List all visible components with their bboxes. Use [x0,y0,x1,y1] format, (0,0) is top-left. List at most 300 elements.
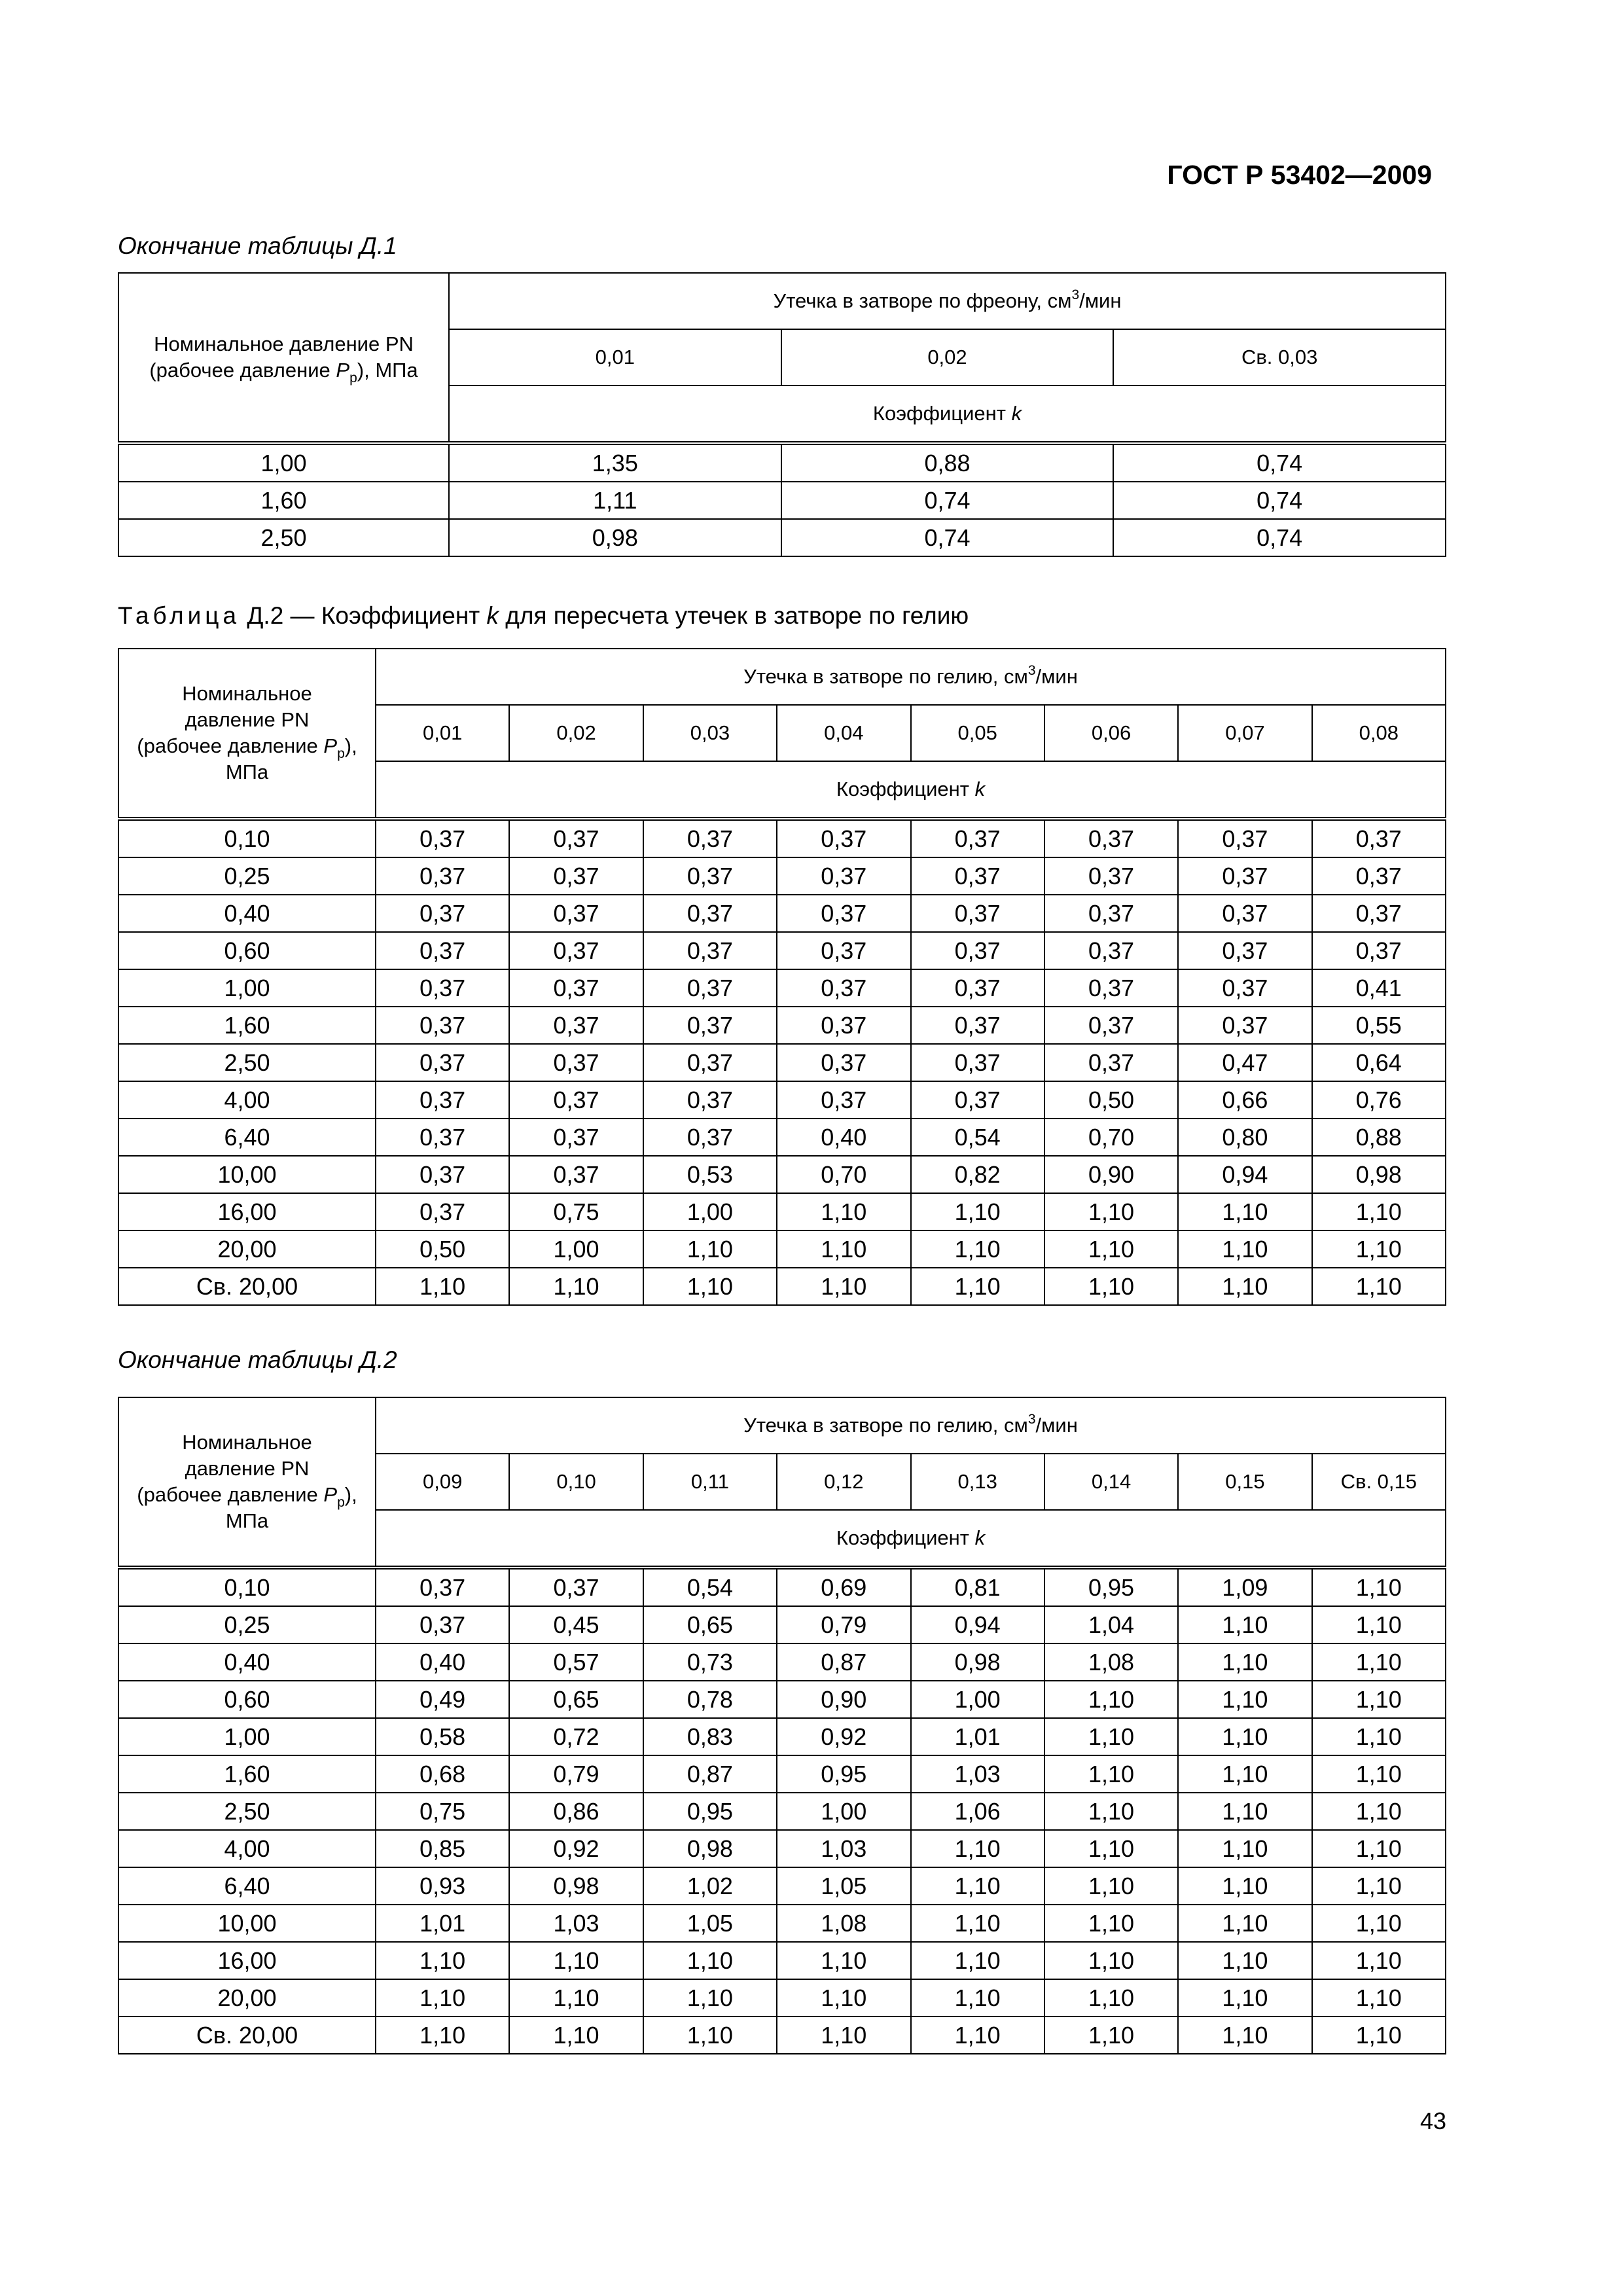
coefficient-cell: 1,10 [1312,1268,1446,1305]
coefficient-cell: 0,70 [777,1156,910,1193]
coefficient-cell: 1,10 [1044,2017,1178,2054]
column-header: 0,14 [1044,1454,1178,1510]
coefficient-cell: 1,10 [1312,1643,1446,1681]
p-subscript: р [349,370,357,386]
coefficient-cell: 0,92 [777,1718,910,1755]
coefficient-cell: 1,10 [911,1979,1044,2017]
coefficient-cell: 0,37 [509,932,643,969]
coefficient-cell: 0,37 [376,1044,509,1081]
coefficient-cell: 1,01 [911,1718,1044,1755]
coefficient-cell: 0,37 [643,1007,777,1044]
column-header: 0,11 [643,1454,777,1510]
table-row [118,443,1446,482]
coefficient-cell: 0,37 [643,969,777,1007]
table-row [118,1905,1446,1942]
table2 [118,648,1446,1306]
table3 [118,1397,1446,2054]
coefficient-cell: 0,74 [1113,482,1446,519]
pn-cell: 0,25 [118,857,376,895]
coefficient-cell: 0,37 [1044,1044,1178,1081]
coefficient-cell: 0,37 [643,857,777,895]
coefficient-cell: 0,37 [1178,819,1311,857]
coefficient-cell: 0,37 [376,1193,509,1230]
coefficient-cell: 1,10 [911,2017,1044,2054]
coefficient-cell: 1,10 [1312,1568,1446,1606]
coefficient-cell: 1,10 [509,1979,643,2017]
coefficient-cell: 1,10 [643,1230,777,1268]
coefficient-cell: 1,10 [1312,1905,1446,1942]
table-row [118,1568,1446,1606]
coefficient-cell: 0,37 [376,895,509,932]
coefficient-cell: 1,10 [1178,1942,1311,1979]
table-row [118,1119,1446,1156]
coefficient-cell: 1,10 [1178,1606,1311,1643]
coefficient-cell: 1,10 [1178,1830,1311,1867]
pn-cell: 16,00 [118,1193,376,1230]
column-header: 0,10 [509,1454,643,1510]
document-code: ГОСТ Р 53402—2009 [1167,160,1432,190]
column-header: 0,02 [509,705,643,761]
leak-group-header: Утечка в затворе по фреону, $см^3$/мин [449,273,1446,329]
coefficient-cell: 1,05 [777,1867,910,1905]
pn-cell: 1,60 [118,1755,376,1793]
table-row [118,482,1446,519]
coefficient-cell: 0,37 [1312,857,1446,895]
coefficient-cell: 0,55 [1312,1007,1446,1044]
coefficient-cell: 1,10 [1312,1193,1446,1230]
coefficient-cell: 0,54 [911,1119,1044,1156]
pn-header-line: (рабочее давление [149,359,336,382]
coefficient-cell: 0,88 [781,443,1114,482]
coefficient-cell: 0,78 [643,1681,777,1718]
table-row [118,1268,1446,1305]
table-row [118,1606,1446,1643]
pn-cell: 10,00 [118,1156,376,1193]
coefficient-cell: 0,37 [777,895,910,932]
coefficient-cell: 0,37 [376,1007,509,1044]
coefficient-cell: 0,94 [1178,1156,1311,1193]
table1-caption: Окончание таблицы Д.1 [118,232,397,259]
pn-cell: 0,60 [118,1681,376,1718]
coefficient-cell: 0,37 [509,895,643,932]
coefficient-cell: 1,10 [509,1268,643,1305]
coefficient-cell: 0,37 [1312,895,1446,932]
pn-cell: 4,00 [118,1830,376,1867]
coefficient-cell: 0,37 [376,1156,509,1193]
coefficient-cell: 0,37 [376,1119,509,1156]
coefficient-cell: 1,10 [1044,1718,1178,1755]
coefficient-cell: 1,06 [911,1793,1044,1830]
table-row [118,1830,1446,1867]
coefficient-cell: 1,10 [376,1979,509,2017]
coefficient-cell: 1,10 [376,2017,509,2054]
coefficient-cell: 1,10 [777,1979,910,2017]
coefficient-cell: 1,10 [1178,1793,1311,1830]
pn-cell: 0,25 [118,1606,376,1643]
pn-header-line: Номинальное давление PN [154,332,414,355]
coefficient-cell: 1,10 [1044,1905,1178,1942]
pn-header: Номинальное давление PN (рабочее давление $P_р$), МПа [118,1397,376,1568]
pn-cell: 10,00 [118,1905,376,1942]
coefficient-cell: 0,72 [509,1718,643,1755]
coefficient-cell: 1,10 [777,1193,910,1230]
coefficient-cell: 0,74 [781,482,1114,519]
p-symbol: P [336,359,350,382]
coefficient-cell: 1,10 [376,1268,509,1305]
coefficient-cell: 0,65 [643,1606,777,1643]
coefficient-cell: 0,37 [777,857,910,895]
coefficient-cell: 1,02 [643,1867,777,1905]
coefficient-cell: 1,10 [911,1942,1044,1979]
coefficient-cell: 1,03 [777,1830,910,1867]
coefficient-cell: 0,37 [1044,857,1178,895]
coefficient-cell: 1,10 [643,2017,777,2054]
coefficient-cell: 1,00 [643,1193,777,1230]
coefficient-cell: 0,37 [911,1007,1044,1044]
coefficient-cell: 1,10 [777,1942,910,1979]
column-header: 0,03 [643,705,777,761]
coefficient-cell: 0,98 [509,1867,643,1905]
coefficient-cell: 0,37 [509,1119,643,1156]
coefficient-cell: 0,40 [376,1643,509,1681]
coefficient-cell: 1,08 [777,1905,910,1942]
pn-cell: 20,00 [118,1230,376,1268]
coefficient-cell: 1,10 [911,1830,1044,1867]
table-row [118,1044,1446,1081]
column-header: 0,12 [777,1454,910,1510]
coefficient-cell: 1,10 [1178,1268,1311,1305]
coefficient-cell: 0,95 [777,1755,910,1793]
pn-cell: 0,40 [118,895,376,932]
coefficient-cell: 1,10 [1044,1268,1178,1305]
pn-cell: 4,00 [118,1081,376,1119]
table-row [118,1755,1446,1793]
coefficient-cell: 1,10 [1312,1942,1446,1979]
pn-cell: 6,40 [118,1867,376,1905]
coefficient-cell: 0,37 [376,1606,509,1643]
coefficient-cell: 0,54 [643,1568,777,1606]
coefficient-cell: 0,37 [1044,819,1178,857]
pn-cell: 2,50 [118,519,449,556]
coefficient-cell: 1,10 [1312,1755,1446,1793]
coefficient-cell: 1,10 [1312,1718,1446,1755]
coefficient-cell: 1,10 [1312,1230,1446,1268]
coefficient-cell: 0,58 [376,1718,509,1755]
coefficient-cell: 0,37 [509,1007,643,1044]
pn-cell: 2,50 [118,1044,376,1081]
coefficient-cell: 0,37 [643,1044,777,1081]
pn-cell: 0,10 [118,819,376,857]
table-row [118,895,1446,932]
coefficient-cell: 1,10 [1044,1830,1178,1867]
column-header: 0,06 [1044,705,1178,761]
coefficient-cell: 0,37 [1044,932,1178,969]
coefficient-cell: 1,10 [911,1230,1044,1268]
coefficient-cell: 0,98 [449,519,781,556]
coefficient-cell: 1,10 [1312,1830,1446,1867]
coefficient-cell: 0,80 [1178,1119,1311,1156]
coefficient-cell: 0,98 [643,1830,777,1867]
coefficient-cell: 0,37 [1044,969,1178,1007]
coefficient-cell: 0,90 [1044,1156,1178,1193]
column-header: Св. 0,03 [1113,329,1446,386]
table1 [118,272,1446,557]
coefficient-cell: 0,86 [509,1793,643,1830]
coefficient-cell: 0,37 [777,969,910,1007]
coefficient-cell: 0,68 [376,1755,509,1793]
coefficient-cell: 1,10 [1178,1230,1311,1268]
pn-cell: 1,60 [118,1007,376,1044]
coefficient-cell: 1,10 [509,2017,643,2054]
coefficient-cell: 1,08 [1044,1643,1178,1681]
coefficient-cell: 0,79 [509,1755,643,1793]
coefficient-cell: 1,10 [1178,1193,1311,1230]
coefficient-label: Коэффициент k [449,386,1446,443]
coefficient-cell: 0,37 [643,1119,777,1156]
coefficient-cell: 0,57 [509,1643,643,1681]
table-row [118,2017,1446,2054]
table-row [118,857,1446,895]
coefficient-cell: 1,03 [911,1755,1044,1793]
coefficient-cell: 1,05 [643,1905,777,1942]
table-row [118,819,1446,857]
coefficient-cell: 0,40 [777,1119,910,1156]
coefficient-cell: 1,10 [1044,1942,1178,1979]
coefficient-cell: 0,41 [1312,969,1446,1007]
table-row [118,1867,1446,1905]
coefficient-cell: 0,87 [643,1755,777,1793]
coefficient-cell: 1,10 [1178,1867,1311,1905]
column-header: 0,04 [777,705,910,761]
coefficient-cell: 0,65 [509,1681,643,1718]
coefficient-cell: 0,70 [1044,1119,1178,1156]
pn-cell: Св. 20,00 [118,1268,376,1305]
coefficient-cell: 1,10 [1312,1979,1446,2017]
coefficient-cell: 1,10 [777,1230,910,1268]
coefficient-cell: 1,10 [1178,1979,1311,2017]
coefficient-cell: 0,37 [376,932,509,969]
pn-cell: 0,60 [118,932,376,969]
table-row [118,1081,1446,1119]
coefficient-cell: 1,10 [911,1867,1044,1905]
column-header: 0,08 [1312,705,1446,761]
coefficient-cell: 0,95 [1044,1568,1178,1606]
coefficient-cell: 1,10 [1178,1681,1311,1718]
coefficient-cell: 0,74 [781,519,1114,556]
coefficient-cell: 0,37 [509,857,643,895]
table-row [118,1942,1446,1979]
coefficient-cell: 1,10 [1178,2017,1311,2054]
coefficient-cell: 1,35 [449,443,781,482]
coefficient-cell: 1,03 [509,1905,643,1942]
coefficient-cell: 1,10 [509,1942,643,1979]
coefficient-cell: 1,10 [1178,1718,1311,1755]
table-row [118,1681,1446,1718]
table-row [118,1718,1446,1755]
table-row [118,1193,1446,1230]
coefficient-cell: 0,37 [911,932,1044,969]
coefficient-cell: 0,37 [911,819,1044,857]
coefficient-cell: 0,90 [777,1681,910,1718]
coefficient-cell: 1,10 [1312,1793,1446,1830]
coefficient-cell: 1,10 [911,1268,1044,1305]
coefficient-cell: 0,37 [911,857,1044,895]
pn-header [118,273,449,443]
coefficient-cell: 0,37 [911,969,1044,1007]
coefficient-cell: 0,37 [376,1568,509,1606]
pn-cell: 0,10 [118,1568,376,1606]
table-row [118,1793,1446,1830]
coefficient-cell: 0,37 [376,1081,509,1119]
table-row [118,1979,1446,2017]
table-row [118,1007,1446,1044]
coefficient-cell: 1,10 [1044,1755,1178,1793]
pn-cell: 6,40 [118,1119,376,1156]
coefficient-cell: 1,10 [777,2017,910,2054]
coefficient-cell: 1,10 [911,1193,1044,1230]
coefficient-cell: 0,37 [1044,1007,1178,1044]
pn-cell: 20,00 [118,1979,376,2017]
coefficient-cell: 0,64 [1312,1044,1446,1081]
pn-cell: 1,60 [118,482,449,519]
pn-cell: 1,00 [118,1718,376,1755]
coefficient-cell: 0,45 [509,1606,643,1643]
coefficient-cell: 0,37 [1178,932,1311,969]
coefficient-cell: 0,37 [1178,969,1311,1007]
coefficient-cell: 0,37 [643,932,777,969]
coefficient-cell: 0,47 [1178,1044,1311,1081]
coefficient-cell: 0,66 [1178,1081,1311,1119]
coefficient-cell: 1,10 [1312,1681,1446,1718]
coefficient-cell: 1,10 [1312,1867,1446,1905]
table-row [118,932,1446,969]
coefficient-cell: 1,10 [643,1979,777,2017]
coefficient-cell: 0,37 [911,1044,1044,1081]
coefficient-cell: 0,74 [1113,519,1446,556]
coefficient-cell: 0,37 [509,819,643,857]
column-header: Св. 0,15 [1312,1454,1446,1510]
coefficient-cell: 0,81 [911,1568,1044,1606]
coefficient-cell: 0,37 [509,1156,643,1193]
coefficient-cell: 0,37 [643,895,777,932]
coefficient-cell: 1,10 [1178,1755,1311,1793]
coefficient-cell: 0,37 [509,969,643,1007]
table3-caption: Окончание таблицы Д.2 [118,1346,397,1373]
coefficient-cell: 0,37 [1312,819,1446,857]
column-header: 0,13 [911,1454,1044,1510]
coefficient-cell: 1,10 [1044,1193,1178,1230]
table-row [118,1230,1446,1268]
coefficient-cell: 0,92 [509,1830,643,1867]
coefficient-cell: 0,37 [643,1081,777,1119]
coefficient-cell: 1,10 [376,1942,509,1979]
coefficient-cell: 0,93 [376,1867,509,1905]
coefficient-cell: 0,98 [911,1643,1044,1681]
coefficient-cell: 1,00 [911,1681,1044,1718]
coefficient-cell: 1,10 [1178,1905,1311,1942]
coefficient-cell: 0,37 [777,1007,910,1044]
coefficient-cell: 0,98 [1312,1156,1446,1193]
page-number: 43 [1419,2108,1446,2134]
coefficient-cell: 0,37 [1178,1007,1311,1044]
coefficient-cell: 0,88 [1312,1119,1446,1156]
coefficient-label: Коэффициент k [376,761,1446,819]
pn-header: Номинальное давление PN (рабочее давление $P_р$), МПа [118,649,376,819]
coefficient-cell: 0,94 [911,1606,1044,1643]
coefficient-cell: 0,37 [1312,932,1446,969]
coefficient-cell: 1,11 [449,482,781,519]
coefficient-cell: 0,37 [376,819,509,857]
leak-group-header: Утечка в затворе по гелию, $см^3$/мин [376,649,1446,705]
coefficient-cell: 1,10 [1312,1606,1446,1643]
coefficient-cell: 0,37 [1044,895,1178,932]
table2-caption: Таблица Д.2 — Коэффициент k для пересчета утечек в затворе по гелию [118,602,969,629]
coefficient-cell: 0,37 [376,857,509,895]
table-row [118,1643,1446,1681]
coefficient-cell: 1,10 [1044,1793,1178,1830]
coefficient-cell: 0,75 [509,1193,643,1230]
coefficient-cell: 0,50 [1044,1081,1178,1119]
coefficient-cell: 0,37 [777,819,910,857]
leak-group-header: Утечка в затворе по гелию, $см^3$/мин [376,1397,1446,1454]
coefficient-cell: 0,83 [643,1718,777,1755]
coefficient-cell: 0,49 [376,1681,509,1718]
coefficient-cell: 1,10 [1044,1230,1178,1268]
coefficient-cell: 1,04 [1044,1606,1178,1643]
column-header: 0,15 [1178,1454,1311,1510]
column-header: 0,01 [376,705,509,761]
coefficient-cell: 0,69 [777,1568,910,1606]
coefficient-cell: 1,10 [643,1942,777,1979]
coefficient-cell: 1,10 [1044,1681,1178,1718]
coefficient-cell: 0,37 [777,932,910,969]
coefficient-cell: 0,37 [1178,857,1311,895]
coefficient-cell: 1,10 [1312,2017,1446,2054]
coefficient-cell: 0,73 [643,1643,777,1681]
coefficient-cell: 0,37 [376,969,509,1007]
coefficient-cell: 0,37 [1178,895,1311,932]
coefficient-cell: 0,87 [777,1643,910,1681]
coefficient-cell: 0,82 [911,1156,1044,1193]
coefficient-cell: 1,10 [1044,1867,1178,1905]
coefficient-cell: 0,37 [509,1044,643,1081]
pn-cell: 1,00 [118,969,376,1007]
coefficient-cell: 1,01 [376,1905,509,1942]
coefficient-cell: 1,00 [777,1793,910,1830]
coefficient-cell: 1,10 [1178,1643,1311,1681]
coefficient-cell: 0,79 [777,1606,910,1643]
table-row [118,519,1446,556]
coefficient-cell: 0,37 [911,895,1044,932]
table-row [118,969,1446,1007]
column-header: 0,02 [781,329,1114,386]
coefficient-label: Коэффициент k [376,1510,1446,1568]
coefficient-cell: 0,37 [509,1568,643,1606]
pn-cell: Св. 20,00 [118,2017,376,2054]
pn-cell: 1,00 [118,443,449,482]
column-header: 0,05 [911,705,1044,761]
coefficient-cell: 1,10 [643,1268,777,1305]
coefficient-cell: 1,10 [777,1268,910,1305]
coefficient-cell: 0,95 [643,1793,777,1830]
coefficient-cell: 0,85 [376,1830,509,1867]
column-header: 0,09 [376,1454,509,1510]
coefficient-cell: 1,00 [509,1230,643,1268]
coefficient-cell: 0,37 [777,1044,910,1081]
coefficient-cell: 0,53 [643,1156,777,1193]
coefficient-cell: 0,37 [911,1081,1044,1119]
coefficient-cell: 1,10 [1044,1979,1178,2017]
